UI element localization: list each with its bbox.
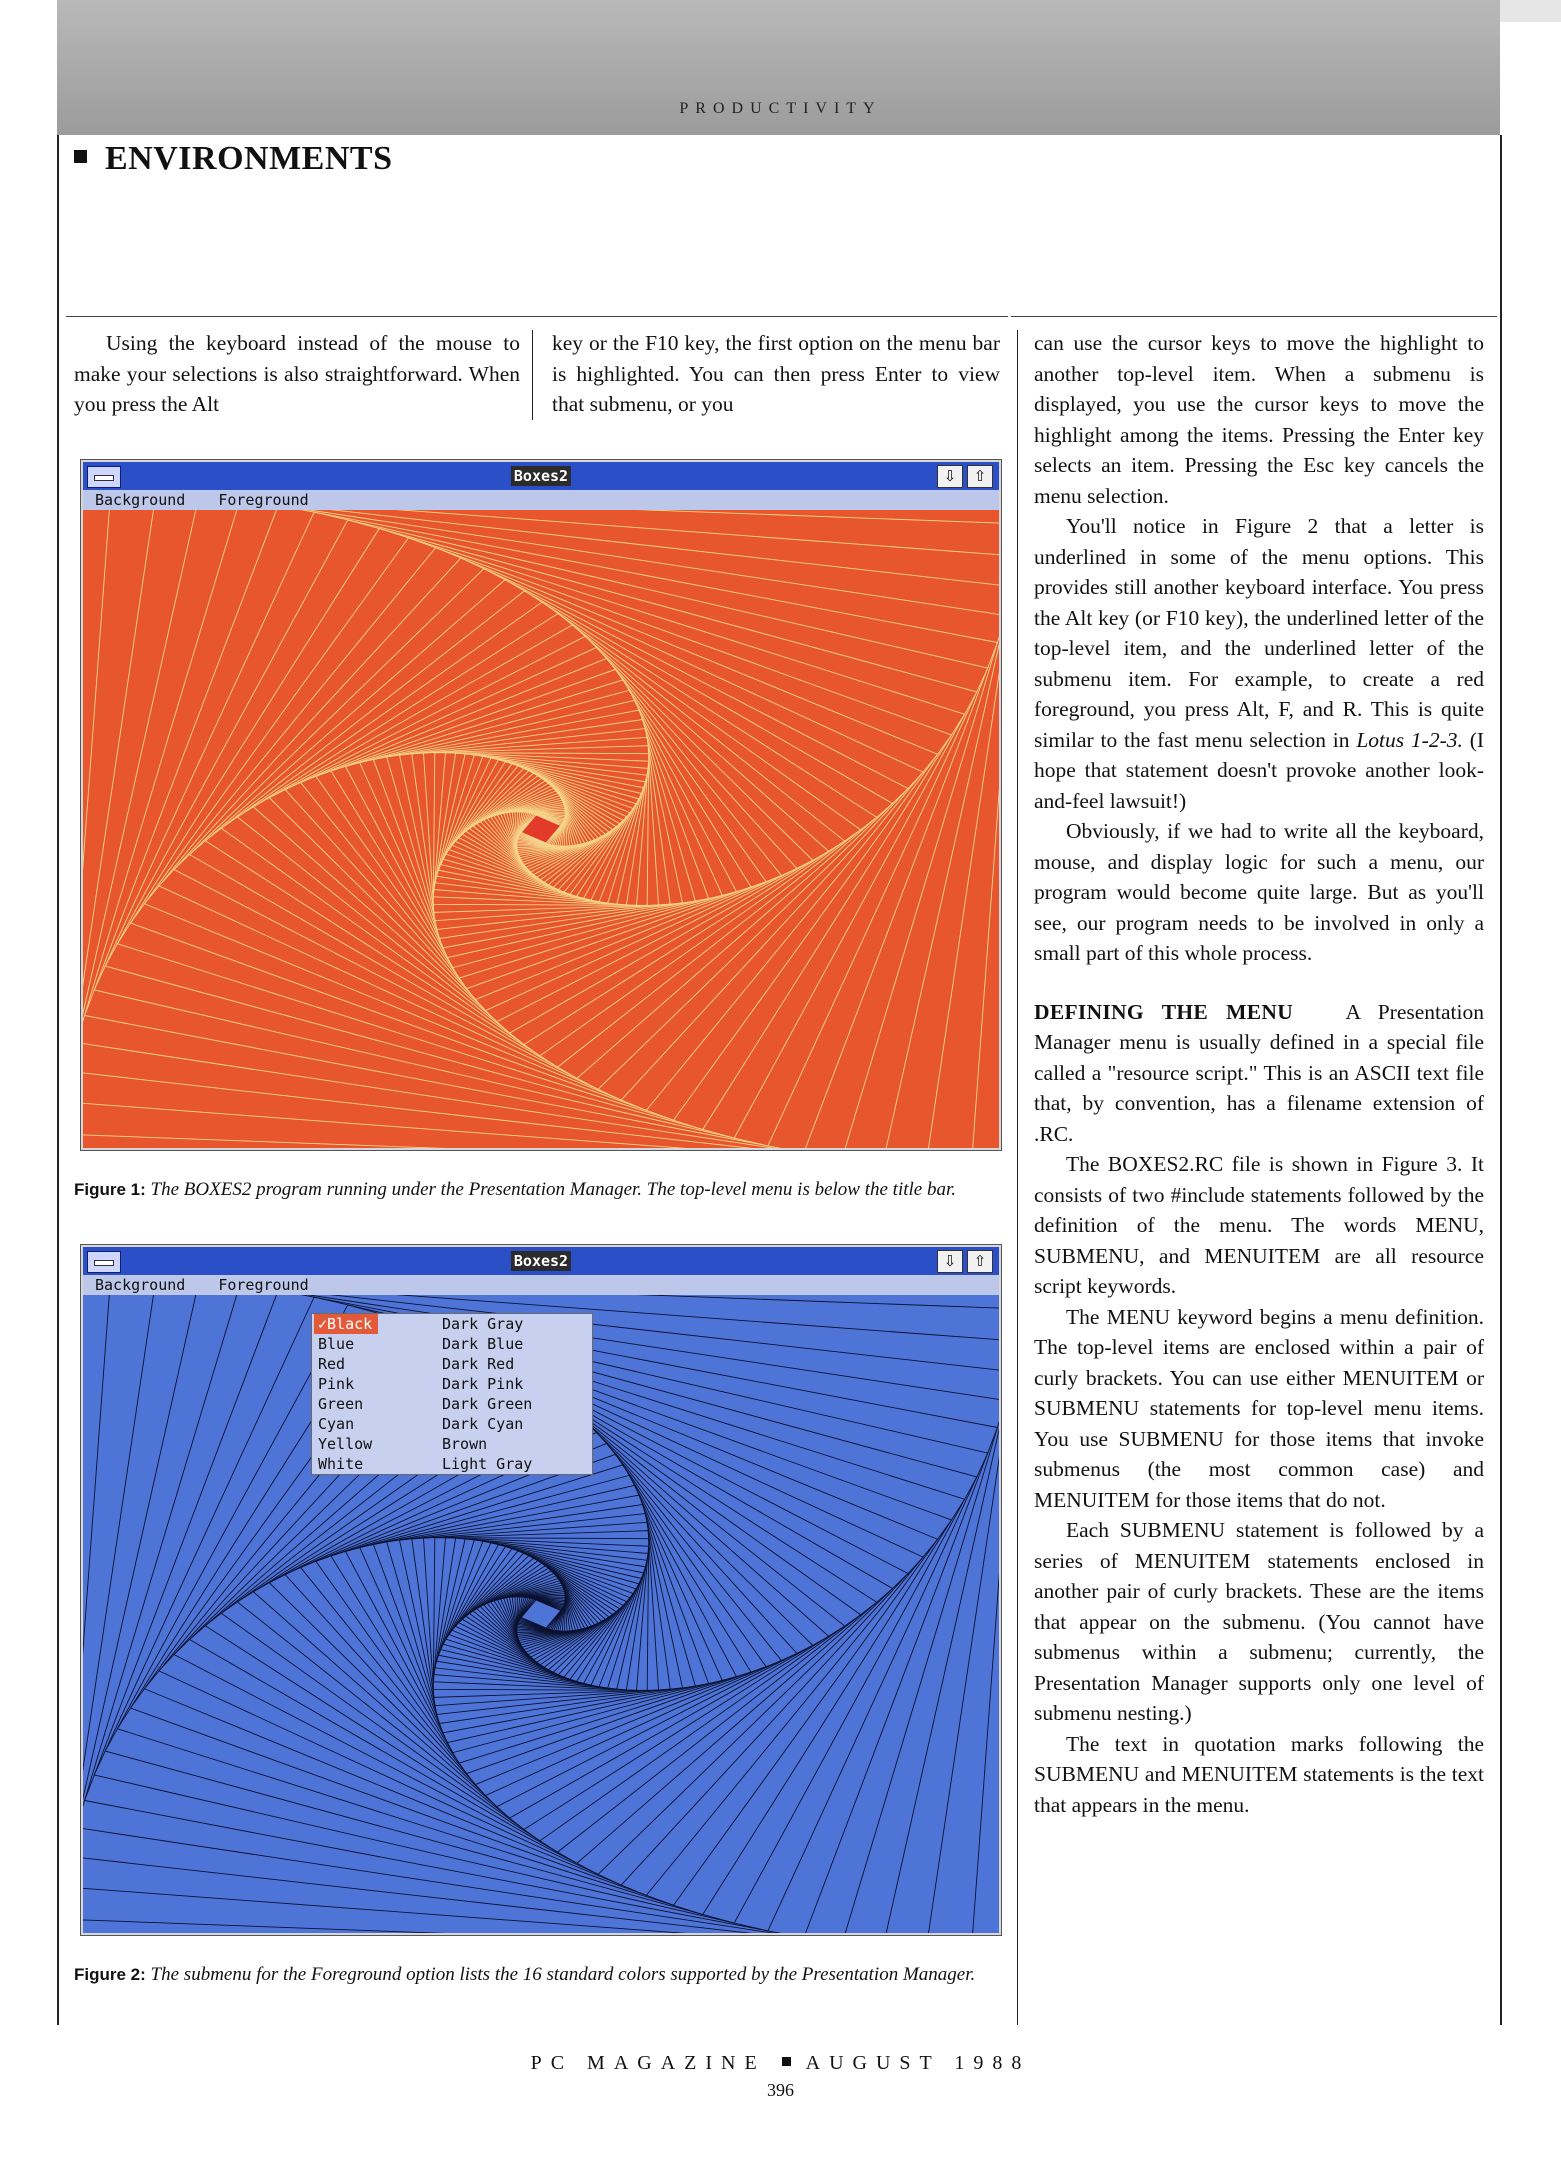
footer	[0, 2052, 1561, 2075]
minimize-icon[interactable]: ⇩	[937, 1250, 963, 1273]
figure-2-window	[80, 1244, 1002, 1936]
page-number: 396	[767, 2080, 794, 2100]
department-heading	[74, 140, 392, 178]
submenu-item[interactable]: Red	[318, 1355, 346, 1373]
submenu-item[interactable]: Brown	[442, 1435, 488, 1453]
intro-paragraph-1: Using the keyboard instead of the mouse to make your selections is also straightforward. When you press the Alt	[74, 331, 520, 416]
system-menu-button[interactable]	[87, 1251, 121, 1273]
submenu-column-1	[318, 1314, 378, 1474]
submenu-item[interactable]: Pink	[318, 1375, 355, 1393]
menu-background[interactable]: Background	[95, 1276, 186, 1294]
figure-2-caption	[74, 1963, 1004, 1987]
size-buttons	[937, 1250, 993, 1273]
submenu-item[interactable]: White	[318, 1455, 364, 1473]
body-italic: Lotus 1-2-3.	[1356, 727, 1463, 752]
intro-column-1	[74, 328, 520, 420]
client-area	[83, 510, 999, 1148]
menu-bar	[83, 490, 999, 510]
body-paragraph: The BOXES2.RC file is shown in Figure 3. It consists of two #include statements followed by the definition of the menu. The words MENU, SUBMENU, and MENUITEM are all resource script keywords.	[1034, 1152, 1484, 1298]
title-bar	[83, 462, 999, 490]
submenu-item[interactable]: Light Gray	[442, 1455, 533, 1473]
body-text: A Presentation Manager menu is usually defined in a special file called a "resource script." This is an ASCII text file that, by convention, has a filename extension of .RC.	[1034, 999, 1484, 1146]
window-title: Boxes2	[511, 1251, 571, 1271]
submenu-item[interactable]: Cyan	[318, 1415, 355, 1433]
maximize-icon[interactable]: ⇧	[967, 1250, 993, 1273]
body-paragraph: The text in quotation marks following the SUBMENU and MENUITEM statements is the text that appears in the menu.	[1034, 1731, 1484, 1817]
window-title: Boxes2	[511, 466, 571, 486]
body-paragraph: The MENU keyword begins a menu definition. The top-level items are enclosed within a pair of curly brackets. You can use either MENUITEM or SUBMENU statements for top-level menu items. You use SUBMENU for those items that invoke submenus (the most common case) and MENUITEM for those items that do not.	[1034, 1304, 1484, 1512]
submenu-item[interactable]: Dark Cyan	[442, 1415, 524, 1433]
submenu-item[interactable]: ✓Black	[314, 1314, 378, 1334]
menu-background[interactable]: Background	[95, 491, 186, 509]
menu-foreground[interactable]: Foreground	[218, 1276, 309, 1294]
submenu-item[interactable]: Green	[318, 1395, 364, 1413]
swirl-graphic	[83, 510, 999, 1148]
column-rule-2	[1017, 330, 1018, 2025]
body-text: (I hope that statement doesn't provoke another look-and-feel lawsuit!)	[1034, 727, 1485, 813]
figure-2-label: Figure 2:	[74, 1965, 146, 1984]
menu-foreground[interactable]: Foreground	[218, 491, 309, 509]
figure-2-text: The submenu for the Foreground option lists the 16 standard colors supported by the Presentation Manager.	[150, 1964, 976, 1985]
foreground-submenu	[311, 1313, 593, 1475]
heading-bullet	[74, 150, 87, 163]
submenu-column-2	[442, 1314, 532, 1474]
minimize-icon[interactable]: ⇩	[937, 465, 963, 488]
system-menu-button[interactable]	[87, 466, 121, 488]
figure-1-window	[80, 459, 1002, 1151]
body-paragraph: Each SUBMENU statement is followed by a series of MENUITEM statements enclosed in another pair of curly brackets. These are the items that appear on the submenu. (You cannot have submenus within a submenu; currently, the Presentation Manager supports only one level of submenu nesting.)	[1034, 1518, 1484, 1725]
figure-1-caption	[74, 1178, 1004, 1202]
divider-top-right	[1011, 316, 1497, 317]
left-rule	[57, 135, 59, 2025]
submenu-item[interactable]: Dark Pink	[442, 1375, 524, 1393]
right-column	[1034, 328, 1484, 1820]
body-text: You'll notice in Figure 2 that a letter is underlined in some of the menu options. This provides still another keyboard interface. You press the Alt key (or F10 key), the underlined letter of the top-level item, and the underlined letter of the submenu item. For example, to create a red foreground, you press Alt, F, and R. This is quite similar to the fast menu selection in	[1034, 514, 1484, 752]
body-paragraph	[1034, 511, 1484, 816]
divider-top-left	[66, 316, 1008, 317]
submenu-item[interactable]: Dark Blue	[442, 1335, 524, 1353]
submenu-item[interactable]: Dark Red	[442, 1355, 515, 1373]
department-label: ENVIRONMENTS	[105, 140, 393, 177]
footer-bullet	[782, 2057, 791, 2066]
figure-1-label: Figure 1:	[74, 1180, 146, 1199]
body-paragraph: Obviously, if we had to write all the keyboard, mouse, and display logic for such a menu, our program would become quite large. But as you'll see, our program needs to be involved in only a small part of this whole process.	[1034, 819, 1484, 965]
submenu-item[interactable]: Dark Gray	[442, 1315, 524, 1333]
body-paragraph	[1034, 997, 1484, 1150]
section-subhead: DEFINING THE MENU	[1034, 999, 1294, 1024]
corner-strip	[1500, 0, 1561, 22]
intro-column-2	[552, 328, 1000, 420]
submenu-item[interactable]: Blue	[318, 1335, 355, 1353]
submenu-item[interactable]: Yellow	[318, 1435, 373, 1453]
footer-magazine: PC MAGAZINE	[530, 2052, 766, 2074]
section-label: PRODUCTIVITY	[679, 100, 882, 117]
title-bar	[83, 1247, 999, 1275]
submenu-item[interactable]: Dark Green	[442, 1395, 533, 1413]
right-rule	[1500, 135, 1502, 2025]
column-rule-1	[532, 330, 533, 420]
size-buttons	[937, 465, 993, 488]
footer-date: AUGUST 1988	[805, 2052, 1031, 2074]
menu-bar	[83, 1275, 999, 1295]
figure-1-text: The BOXES2 program running under the Presentation Manager. The top-level menu is below the title bar.	[150, 1179, 957, 1200]
body-paragraph: can use the cursor keys to move the highlight to another top-level item. When a submenu is displayed, you use the cursor keys to move the highlight among the items. Pressing the Enter key selects an item. Pressing the Esc key cancels the menu selection.	[1034, 331, 1484, 508]
maximize-icon[interactable]: ⇧	[967, 465, 993, 488]
intro-paragraph-2: key or the F10 key, the first option on the menu bar is highlighted. You can then press Enter to view that submenu, or you	[552, 331, 1000, 416]
